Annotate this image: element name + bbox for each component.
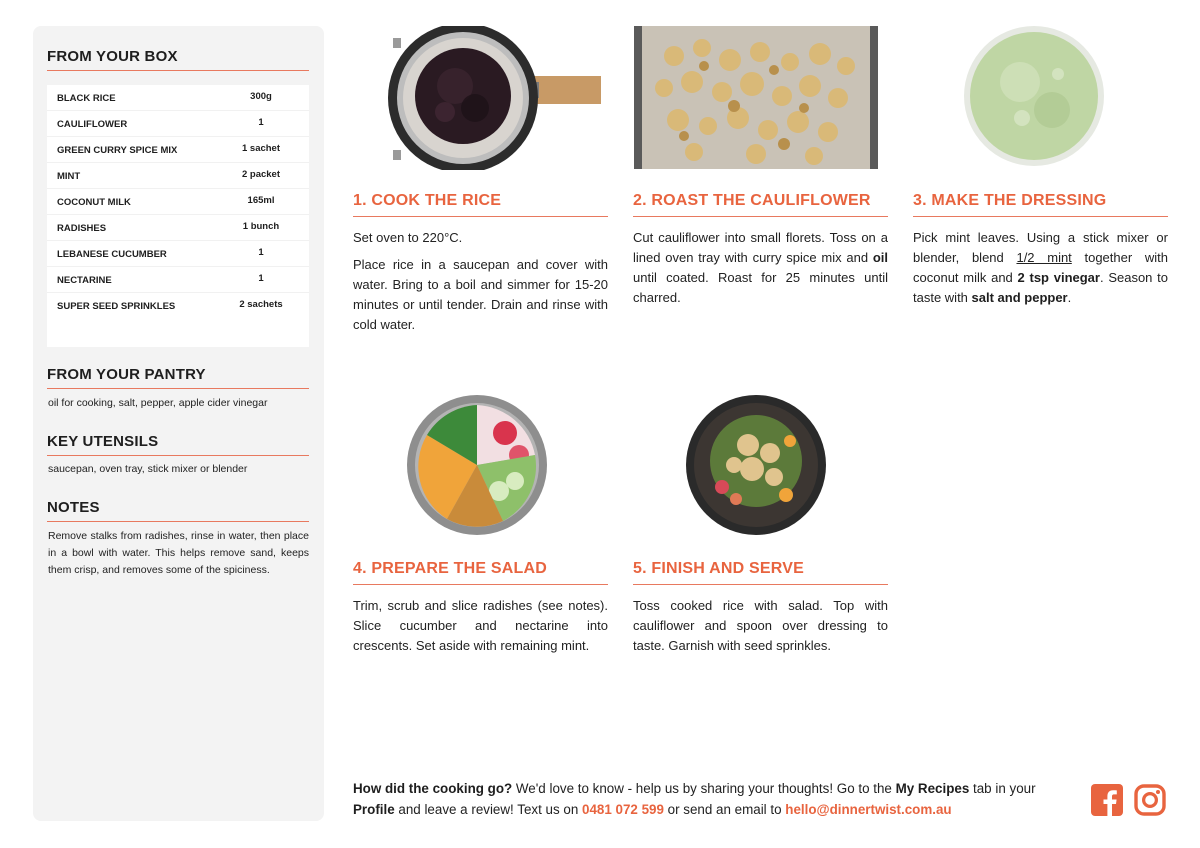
ingredient-qty: 300g [250, 91, 272, 102]
step-rule [353, 216, 608, 217]
ingredient-row [47, 85, 309, 111]
ingredient-row [47, 215, 309, 241]
facebook-icon[interactable] [1091, 784, 1123, 816]
roasted-cauliflower-photo [634, 26, 878, 169]
step-3-body [913, 228, 1168, 315]
ingredient-qty: 1 [258, 117, 264, 128]
email-link[interactable]: hello@dinnertwist.com.au [785, 802, 952, 817]
pantry-text: oil for cooking, salt, pepper, apple cider vinegar [48, 397, 268, 409]
step-rule [633, 216, 888, 217]
ingredient-name: BLACK RICE [57, 93, 116, 104]
footer-text: and leave a review! Text us on [394, 802, 583, 817]
ingredient-row [47, 137, 309, 163]
step-2-text: until coated. Roast for 25 minutes until charred. [633, 270, 888, 305]
ingredient-row [47, 111, 309, 137]
step-1-title: 1. COOK THE RICE [353, 192, 502, 209]
key-utensils-heading: KEY UTENSILS [47, 433, 159, 450]
step-1-text-2: Place rice in a saucepan and cover with water. Bring to a boil and simmer for 15-20 minutes or until tender. Drain and rinse with cold water. [353, 257, 608, 332]
step-2-text: Cut cauliflower into small florets. Toss on a lined oven tray with curry spice mix and [633, 230, 888, 265]
ingredient-row [47, 241, 309, 267]
step-2-bold: oil [872, 250, 888, 265]
ingredient-row [47, 163, 309, 189]
ingredient-name: NECTARINE [57, 275, 112, 286]
step-3-text: . Season to taste with [913, 270, 1168, 305]
heading-rule [47, 521, 309, 522]
footer-question: How did the cooking go? [353, 781, 513, 796]
utensils-text: saucepan, oven tray, stick mixer or blender [48, 463, 248, 475]
my-recipes-label: My Recipes [895, 781, 970, 796]
finished-dish-photo [686, 395, 826, 535]
ingredient-name: GREEN CURRY SPICE MIX [57, 145, 178, 156]
step-5-title: 5. FINISH AND SERVE [633, 560, 804, 577]
step-3-text: Pick mint leaves. Using a stick mixer or blender, blend [913, 230, 1168, 265]
ingredient-qty: 165ml [247, 195, 275, 206]
ingredient-qty: 1 [258, 273, 264, 284]
feedback-footer [353, 778, 1073, 820]
heading-rule [47, 70, 309, 71]
salad-prep-photo [407, 395, 547, 535]
phone-link[interactable]: 0481 072 599 [582, 802, 664, 817]
step-2-body [633, 228, 888, 315]
heading-rule [47, 455, 309, 456]
ingredient-name: RADISHES [57, 223, 107, 234]
mint-dressing-photo [962, 26, 1106, 166]
step-3-title: 3. MAKE THE DRESSING [913, 192, 1107, 209]
notes-heading: NOTES [47, 499, 100, 516]
step-5-body [633, 596, 888, 663]
step-2-title: 2. ROAST THE CAULIFLOWER [633, 192, 871, 209]
step-3-bold: salt and pepper [971, 290, 1068, 305]
step-4-text: Trim, scrub and slice radishes (see notes). Slice cucumber and nectarine into crescents. Set aside with remaining mint. [353, 598, 608, 653]
ingredient-row [47, 293, 309, 319]
step-rule [353, 584, 608, 585]
ingredient-table [47, 85, 309, 347]
ingredient-name: MINT [57, 171, 81, 182]
step-3-text: together with coconut milk and [913, 250, 1169, 285]
footer-text: tab in your [969, 781, 1036, 796]
step-rule [913, 216, 1168, 217]
footer-text: We'd love to know - help us by sharing your thoughts! Go to the [512, 781, 896, 796]
instagram-icon[interactable] [1134, 784, 1166, 816]
ingredient-name: LEBANESE CUCUMBER [57, 249, 167, 260]
rice-strainer-photo [365, 26, 601, 170]
ingredient-name: CAULIFLOWER [57, 119, 128, 130]
step-4-title: 4. PREPARE THE SALAD [353, 560, 547, 577]
step-rule [633, 584, 888, 585]
ingredient-qty: 1 [258, 247, 264, 258]
ingredient-qty: 1 sachet [241, 143, 281, 154]
step-1-body [353, 228, 608, 342]
footer-text: or send an email to [663, 802, 786, 817]
step-3-underlined: 1/2 mint [1016, 250, 1072, 265]
step-5-text: Toss cooked rice with salad. Top with cauliflower and spoon over dressing to taste. Garnish with seed sprinkles. [633, 598, 888, 653]
ingredient-qty: 2 sachets [239, 299, 283, 310]
ingredient-row [47, 189, 309, 215]
ingredient-row [47, 267, 309, 293]
step-3-bold: 2 tsp vinegar [1017, 270, 1100, 285]
profile-label: Profile [353, 802, 395, 817]
from-your-box-heading: FROM YOUR BOX [47, 48, 178, 65]
step-3-text: . [1067, 290, 1072, 305]
notes-text: Remove stalks from radishes, rinse in water, then place in a bowl with water. This helps remove sand, keeps them crisp, and removes some of the spiciness. [48, 530, 309, 576]
ingredient-qty: 2 packet [241, 169, 281, 180]
ingredient-qty: 1 bunch [242, 221, 280, 232]
step-4-body [353, 596, 608, 663]
step-1-text-1: Set oven to 220°C. [353, 230, 463, 245]
heading-rule [47, 388, 309, 389]
ingredient-name: SUPER SEED SPRINKLES [57, 301, 176, 312]
from-your-pantry-heading: FROM YOUR PANTRY [47, 366, 206, 383]
ingredient-name: COCONUT MILK [57, 197, 131, 208]
ingredients-sidebar [33, 26, 324, 821]
